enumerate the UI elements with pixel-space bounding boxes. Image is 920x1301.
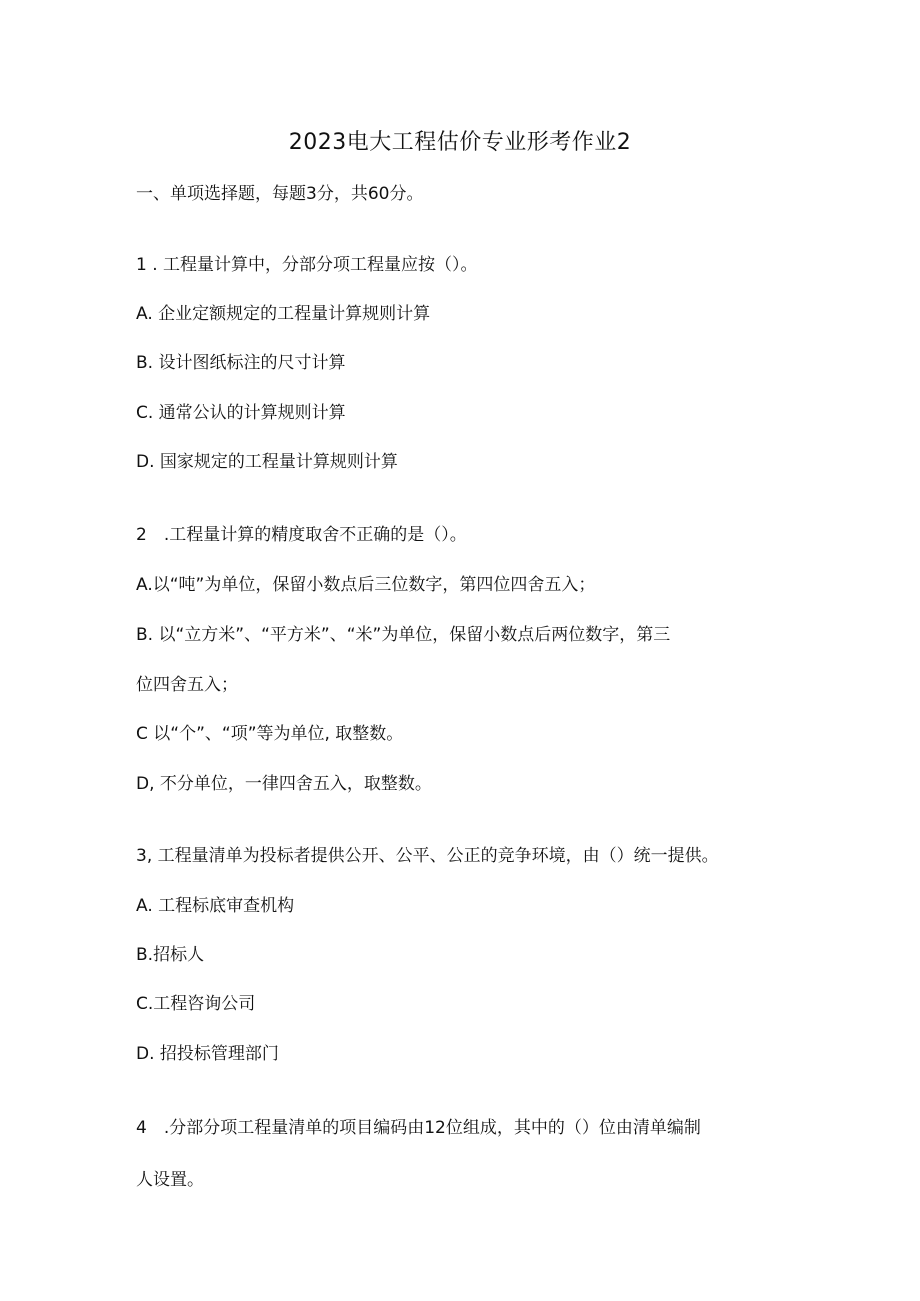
question-4-stem-continued: 人设置。	[136, 1170, 204, 1190]
document-title: 2023电大工程估价专业形考作业2	[288, 130, 632, 155]
question-2-option-d: D, 不分单位，一律四舍五入，取整数。	[136, 774, 432, 794]
question-2-option-a: A.以“吨”为单位，保留小数点后三位数字，第四位四舍五入；	[136, 575, 596, 595]
question-2-stem: 2 .工程量计算的精度取舍不正确的是（）。	[136, 525, 467, 545]
question-3-option-d: D. 招投标管理部门	[136, 1044, 279, 1064]
question-4-stem: 4 .分部分项工程量清单的项目编码由12位组成，其中的（）位由清单编制	[136, 1118, 701, 1138]
section-heading: 一、单项选择题，每题3分，共60分。	[136, 184, 424, 204]
question-3-stem: 3, 工程量清单为投标者提供公开、公平、公正的竞争环境，由（）统一提供。	[136, 846, 719, 866]
question-1-option-b: B. 设计图纸标注的尺寸计算	[136, 353, 346, 373]
question-2-option-c: C 以“个”、“项”等为单位, 取整数。	[136, 724, 404, 744]
question-3-option-b: B.招标人	[136, 945, 205, 965]
question-2-option-b-continued: 位四舍五入；	[136, 675, 238, 695]
question-3-option-a: A. 工程标底审查机构	[136, 896, 295, 916]
question-3-option-c: C.工程咨询公司	[136, 994, 256, 1014]
question-1-option-a: A. 企业定额规定的工程量计算规则计算	[136, 304, 431, 324]
question-1-option-c: C. 通常公认的计算规则计算	[136, 403, 346, 423]
question-2-option-b: B. 以“立方米”、“平方米”、“米”为单位，保留小数点后两位数字，第三	[136, 625, 671, 645]
question-1-stem: 1 . 工程量计算中，分部分项工程量应按（）。	[136, 255, 478, 275]
question-1-option-d: D. 国家规定的工程量计算规则计算	[136, 452, 398, 472]
